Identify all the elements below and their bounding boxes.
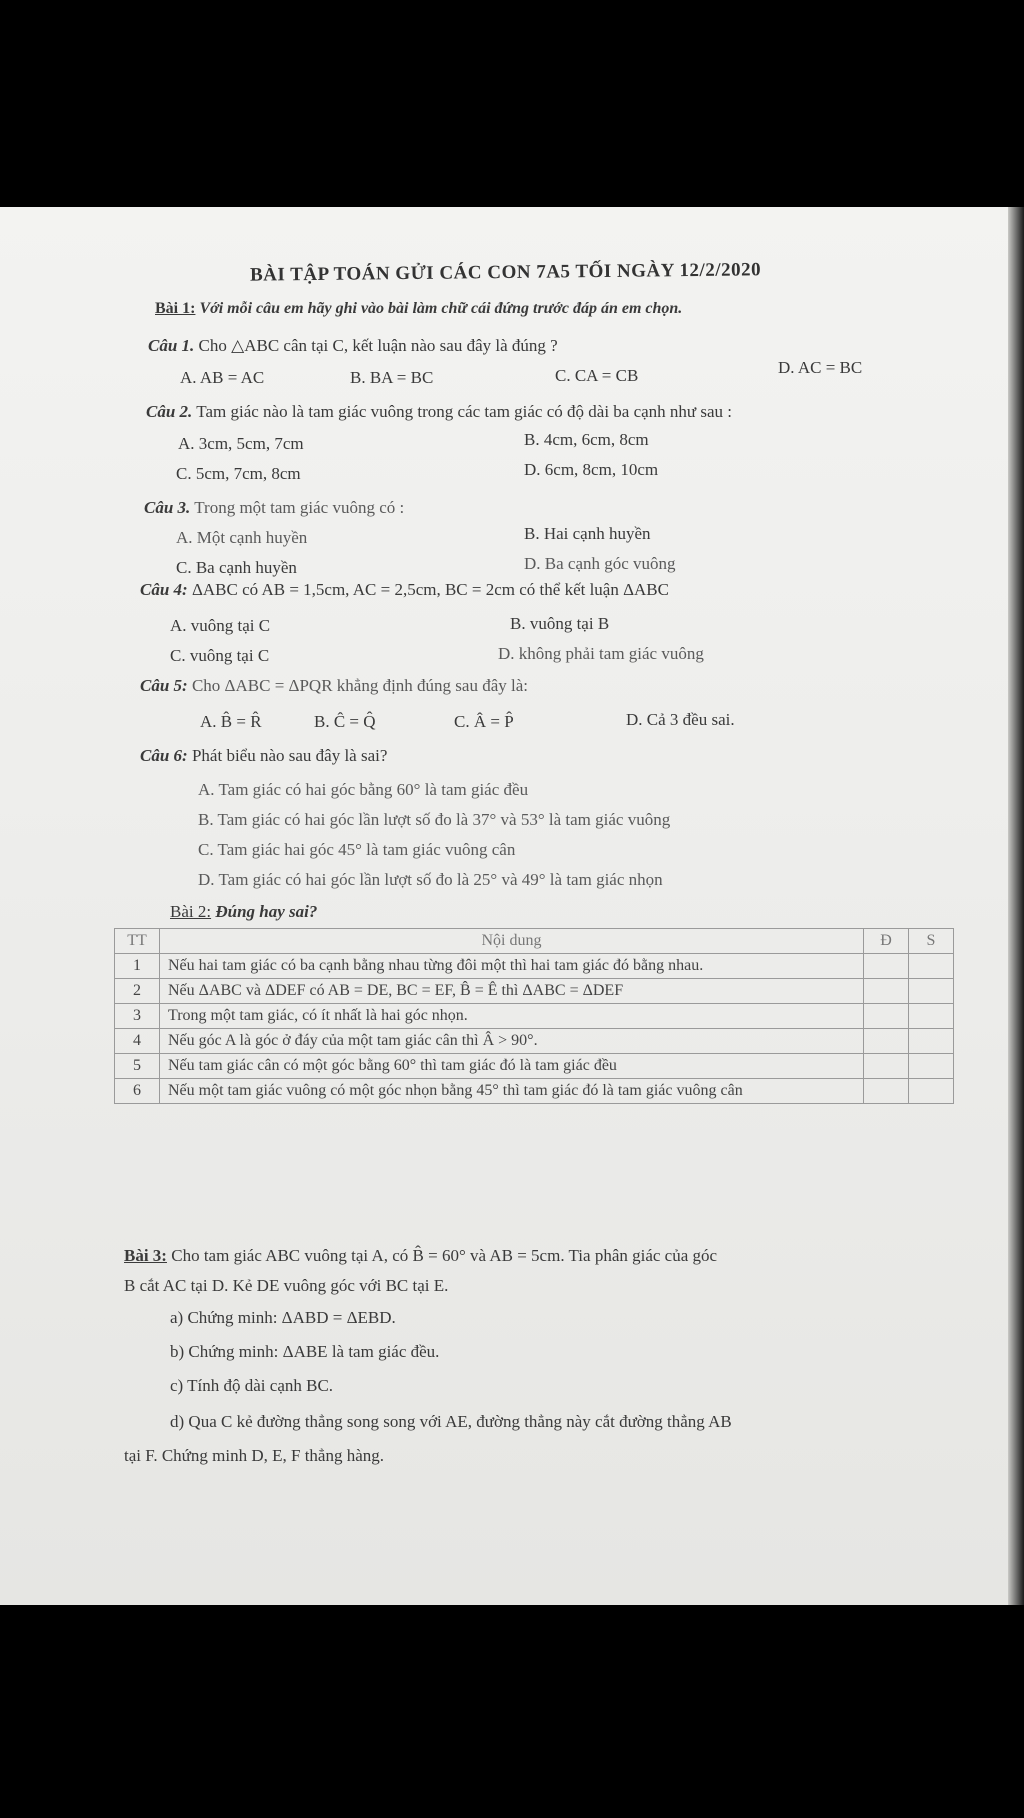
header-s: S — [909, 929, 954, 954]
cau1-option-d: D. AC = BC — [778, 358, 863, 377]
answer-cell-s[interactable] — [909, 1079, 954, 1104]
cau3-label: Câu 3. — [144, 498, 191, 517]
cau3-question: Trong một tam giác vuông có : — [194, 498, 405, 517]
cau5-option-c: C. Â = P̂ — [454, 712, 514, 731]
row-content: Nếu một tam giác vuông có một góc nhọn bằng 45° thì tam giác đó là tam giác vuông cân — [160, 1079, 864, 1104]
cau6-question-line — [140, 746, 387, 766]
row-content: Trong một tam giác, có ít nhất là hai góc nhọn. — [160, 1004, 864, 1029]
cau6-option-d: D. Tam giác có hai góc lần lượt số đo là 25° và 49° là tam giác nhọn — [198, 870, 663, 889]
answer-cell-d[interactable] — [864, 1029, 909, 1054]
cau4-option-b: B. vuông tại B — [510, 614, 610, 633]
row-number: 2 — [115, 979, 160, 1004]
answer-cell-s[interactable] — [909, 1054, 954, 1079]
header-content: Nội dung — [160, 929, 864, 954]
cau3-option-a: A. Một cạnh huyền — [176, 528, 308, 547]
bai3-part-a: a) Chứng minh: ΔABD = ΔEBD. — [170, 1308, 396, 1327]
table-header-row — [115, 929, 954, 954]
bai1-label: Bài 1: — [155, 300, 196, 317]
row-number: 3 — [115, 1004, 160, 1029]
cau3-question-line — [144, 498, 404, 518]
cau5-option-b: B. Ĉ = Q̂ — [314, 712, 376, 731]
bai3-text1: Cho tam giác ABC vuông tại A, có B̂ = 60° và AB = 5cm. Tia phân giác của góc — [171, 1246, 718, 1265]
cau4-question: ΔABC có AB = 1,5cm, AC = 2,5cm, BC = 2cm có thể kết luận ΔABC — [191, 580, 669, 599]
table-row — [115, 979, 954, 1004]
header-tt: TT — [115, 929, 160, 954]
cau5-label: Câu 5: — [140, 676, 188, 695]
cau1-question-line — [148, 336, 558, 356]
cau2-question-line — [146, 402, 732, 422]
cau1-option-a: A. AB = AC — [180, 368, 265, 387]
cau2-option-c: C. 5cm, 7cm, 8cm — [176, 464, 301, 483]
cau5-question-line — [140, 676, 528, 696]
table-row — [115, 1079, 954, 1104]
bai3-line1 — [124, 1246, 717, 1266]
bai3-part-d1: d) Qua C kẻ đường thẳng song song với AE, đường thẳng này cắt đường thẳng AB — [170, 1412, 732, 1431]
cau6-option-c: C. Tam giác hai góc 45° là tam giác vuông cân — [198, 840, 516, 859]
bai3-part-d2: tại F. Chứng minh D, E, F thẳng hàng. — [124, 1446, 385, 1465]
table-row — [115, 1004, 954, 1029]
bai3-part-c: c) Tính độ dài cạnh BC. — [170, 1376, 334, 1395]
paper-edge — [1008, 207, 1024, 1605]
bai2-heading — [170, 902, 317, 922]
bai1-instruction: Với mỗi câu em hãy ghi vào bài làm chữ cái đứng trước đáp án em chọn. — [199, 300, 683, 317]
row-number: 5 — [115, 1054, 160, 1079]
cau1-question: Cho △ABC cân tại C, kết luận nào sau đây là đúng ? — [198, 336, 558, 355]
cau1-label: Câu 1. — [148, 336, 195, 355]
cau2-option-d: D. 6cm, 8cm, 10cm — [524, 460, 659, 479]
cau6-option-a: A. Tam giác có hai góc bằng 60° là tam giác đều — [198, 780, 529, 799]
cau4-option-a: A. vuông tại C — [170, 616, 271, 635]
table-row — [115, 954, 954, 979]
cau3-option-b: B. Hai cạnh huyền — [524, 524, 651, 543]
cau5-question: Cho ΔABC = ΔPQR khẳng định đúng sau đây là: — [191, 676, 529, 695]
cau3-option-c: C. Ba cạnh huyền — [176, 558, 297, 577]
cau5-option-a: A. B̂ = R̂ — [200, 712, 262, 731]
answer-cell-s[interactable] — [909, 1004, 954, 1029]
cau6-question: Phát biểu nào sau đây là sai? — [191, 746, 388, 765]
cau4-option-c: C. vuông tại C — [170, 646, 270, 665]
row-content: Nếu ΔABC và ΔDEF có AB = DE, BC = EF, B̂ = Ê thì ΔABC = ΔDEF — [160, 979, 864, 1004]
bai3-label: Bài 3: — [124, 1246, 167, 1265]
answer-cell-d[interactable] — [864, 1079, 909, 1104]
bai1-heading — [155, 300, 682, 318]
cau4-option-d: D. không phải tam giác vuông — [498, 644, 704, 663]
table-row — [115, 1054, 954, 1079]
bai2-title: Đúng hay sai? — [215, 902, 318, 921]
cau1-option-b: B. BA = BC — [350, 368, 434, 387]
bai3-line2: B cắt AC tại D. Kẻ DE vuông góc với BC tại E. — [124, 1276, 449, 1295]
cau4-question-line — [140, 580, 669, 600]
bai2-label: Bài 2: — [170, 902, 212, 921]
cau2-option-a: A. 3cm, 5cm, 7cm — [178, 434, 304, 453]
cau2-option-b: B. 4cm, 6cm, 8cm — [524, 430, 649, 449]
row-content: Nếu tam giác cân có một góc bằng 60° thì tam giác đó là tam giác đều — [160, 1054, 864, 1079]
header-d: Đ — [864, 929, 909, 954]
row-content: Nếu hai tam giác có ba cạnh bằng nhau từng đôi một thì hai tam giác đó bằng nhau. — [160, 954, 864, 979]
cau4-label: Câu 4: — [140, 580, 188, 599]
answer-cell-d[interactable] — [864, 1054, 909, 1079]
answer-cell-d[interactable] — [864, 979, 909, 1004]
answer-cell-s[interactable] — [909, 1029, 954, 1054]
cau1-option-c: C. CA = CB — [555, 366, 639, 385]
cau2-label: Câu 2. — [146, 402, 193, 421]
row-number: 6 — [115, 1079, 160, 1104]
cau6-option-b: B. Tam giác có hai góc lần lượt số đo là 37° và 53° là tam giác vuông — [198, 810, 671, 829]
table-row — [115, 1029, 954, 1054]
cau2-question: Tam giác nào là tam giác vuông trong các tam giác có độ dài ba cạnh như sau : — [196, 402, 733, 421]
row-number: 4 — [115, 1029, 160, 1054]
answer-cell-d[interactable] — [864, 1004, 909, 1029]
row-content: Nếu góc A là góc ở đáy của một tam giác cân thì Â > 90°. — [160, 1029, 864, 1054]
cau6-label: Câu 6: — [140, 746, 188, 765]
bai3-part-b: b) Chứng minh: ΔABE là tam giác đều. — [170, 1342, 440, 1361]
cau3-option-d: D. Ba cạnh góc vuông — [524, 554, 676, 573]
true-false-table — [114, 928, 954, 1104]
answer-cell-s[interactable] — [909, 979, 954, 1004]
cau5-option-d: D. Cả 3 đều sai. — [626, 710, 735, 729]
row-number: 1 — [115, 954, 160, 979]
answer-cell-s[interactable] — [909, 954, 954, 979]
page-title: BÀI TẬP TOÁN GỬI CÁC CON 7A5 TỐI NGÀY 12/2/2020 — [249, 259, 762, 286]
answer-cell-d[interactable] — [864, 954, 909, 979]
